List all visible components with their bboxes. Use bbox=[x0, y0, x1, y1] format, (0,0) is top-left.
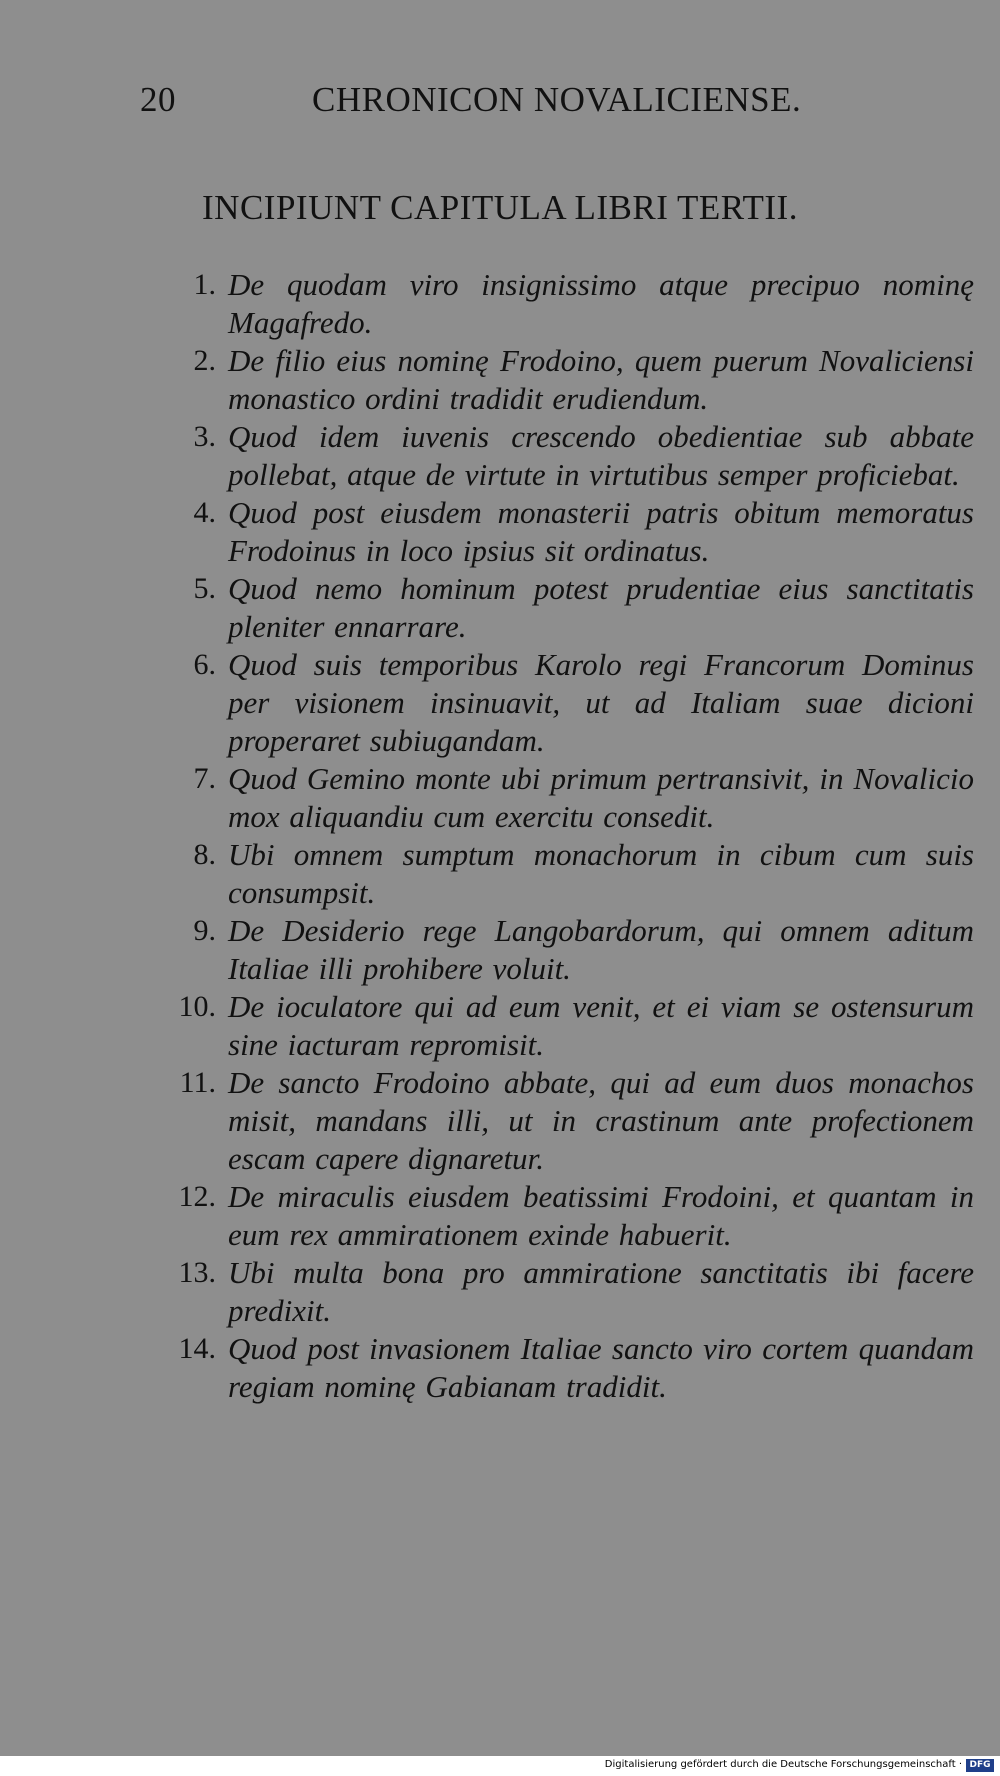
chapter-number: 11. bbox=[179, 1066, 216, 1099]
chapter-number: 2. bbox=[193, 344, 216, 377]
chapter-item bbox=[162, 646, 974, 760]
funding-credit: Digitalisierung gefördert durch die Deutsche Forschungsgemeinschaft · bbox=[604, 1759, 962, 1770]
dfg-logo-icon: DFG bbox=[966, 1759, 994, 1772]
chapter-text: Quod post invasionem Italiae sancto viro cortem quandam regiam nominę Gabianam tradidit. bbox=[228, 1331, 974, 1404]
chapter-item bbox=[162, 266, 974, 342]
chapter-number: 10. bbox=[178, 990, 216, 1023]
section-heading: INCIPIUNT CAPITULA LIBRI TERTII. bbox=[202, 188, 798, 227]
chapter-item bbox=[162, 1254, 974, 1330]
chapter-item bbox=[162, 988, 974, 1064]
chapter-item bbox=[162, 494, 974, 570]
chapter-text: Quod post eiusdem monasterii patris obitum memoratus Frodoinus in loco ipsius sit ordinatus. bbox=[228, 495, 974, 568]
chapter-item bbox=[162, 760, 974, 836]
chapter-item bbox=[162, 1064, 974, 1178]
chapter-text: Quod Gemino monte ubi primum pertransivit, in Novalicio mox aliquandiu cum exercitu consedit. bbox=[228, 761, 974, 834]
chapter-list bbox=[162, 266, 974, 1406]
chapter-item bbox=[162, 836, 974, 912]
chapter-text: De ioculatore qui ad eum venit, et ei viam se ostensurum sine iacturam repromisit. bbox=[228, 989, 974, 1062]
chapter-item bbox=[162, 912, 974, 988]
running-title: CHRONICON NOVALICIENSE. bbox=[312, 80, 802, 119]
chapter-number: 14. bbox=[178, 1332, 216, 1365]
chapter-text: Quod nemo hominum potest prudentiae eius sanctitatis pleniter ennarrare. bbox=[228, 571, 974, 644]
chapter-item bbox=[162, 418, 974, 494]
chapter-item bbox=[162, 342, 974, 418]
chapter-text: De sancto Frodoino abbate, qui ad eum duos monachos misit, mandans illi, ut in crastinum ante profectionem escam capere dignaretur. bbox=[228, 1065, 974, 1176]
chapter-text: Ubi omnem sumptum monachorum in cibum cum suis consumpsit. bbox=[228, 837, 974, 910]
chapter-text: De quodam viro insignissimo atque precipuo nominę Magafredo. bbox=[228, 267, 974, 340]
chapter-number: 1. bbox=[193, 268, 216, 301]
chapter-number: 4. bbox=[193, 496, 216, 529]
chapter-item bbox=[162, 1178, 974, 1254]
chapter-number: 3. bbox=[193, 420, 216, 453]
footer-bar bbox=[0, 1756, 1000, 1776]
chapter-number: 6. bbox=[193, 648, 216, 681]
chapter-item bbox=[162, 1330, 974, 1406]
chapter-number: 9. bbox=[193, 914, 216, 947]
chapter-number: 8. bbox=[193, 838, 216, 871]
chapter-number: 5. bbox=[193, 572, 216, 605]
chapter-text: Quod suis temporibus Karolo regi Francorum Dominus per visionem insinuavit, ut ad Italiam suae dicioni properaret subiugandam. bbox=[228, 647, 974, 758]
chapter-text: De filio eius nominę Frodoino, quem puerum Novaliciensi monastico ordini tradidit erudiendum. bbox=[228, 343, 974, 416]
chapter-number: 7. bbox=[193, 762, 216, 795]
running-head bbox=[140, 80, 820, 124]
chapter-number: 13. bbox=[178, 1256, 216, 1289]
chapter-text: De Desiderio rege Langobardorum, qui omnem aditum Italiae illi prohibere voluit. bbox=[228, 913, 974, 986]
chapter-text: Quod idem iuvenis crescendo obedientiae sub abbate pollebat, atque de virtute in virtutibus semper proficiebat. bbox=[228, 419, 974, 492]
page-number: 20 bbox=[140, 80, 176, 119]
chapter-item bbox=[162, 570, 974, 646]
chapter-text: De miraculis eiusdem beatissimi Frodoini, et quantam in eum rex ammirationem exinde habuerit. bbox=[228, 1179, 974, 1252]
chapter-text: Ubi multa bona pro ammiratione sanctitatis ibi facere predixit. bbox=[228, 1255, 974, 1328]
chapter-number: 12. bbox=[178, 1180, 216, 1213]
